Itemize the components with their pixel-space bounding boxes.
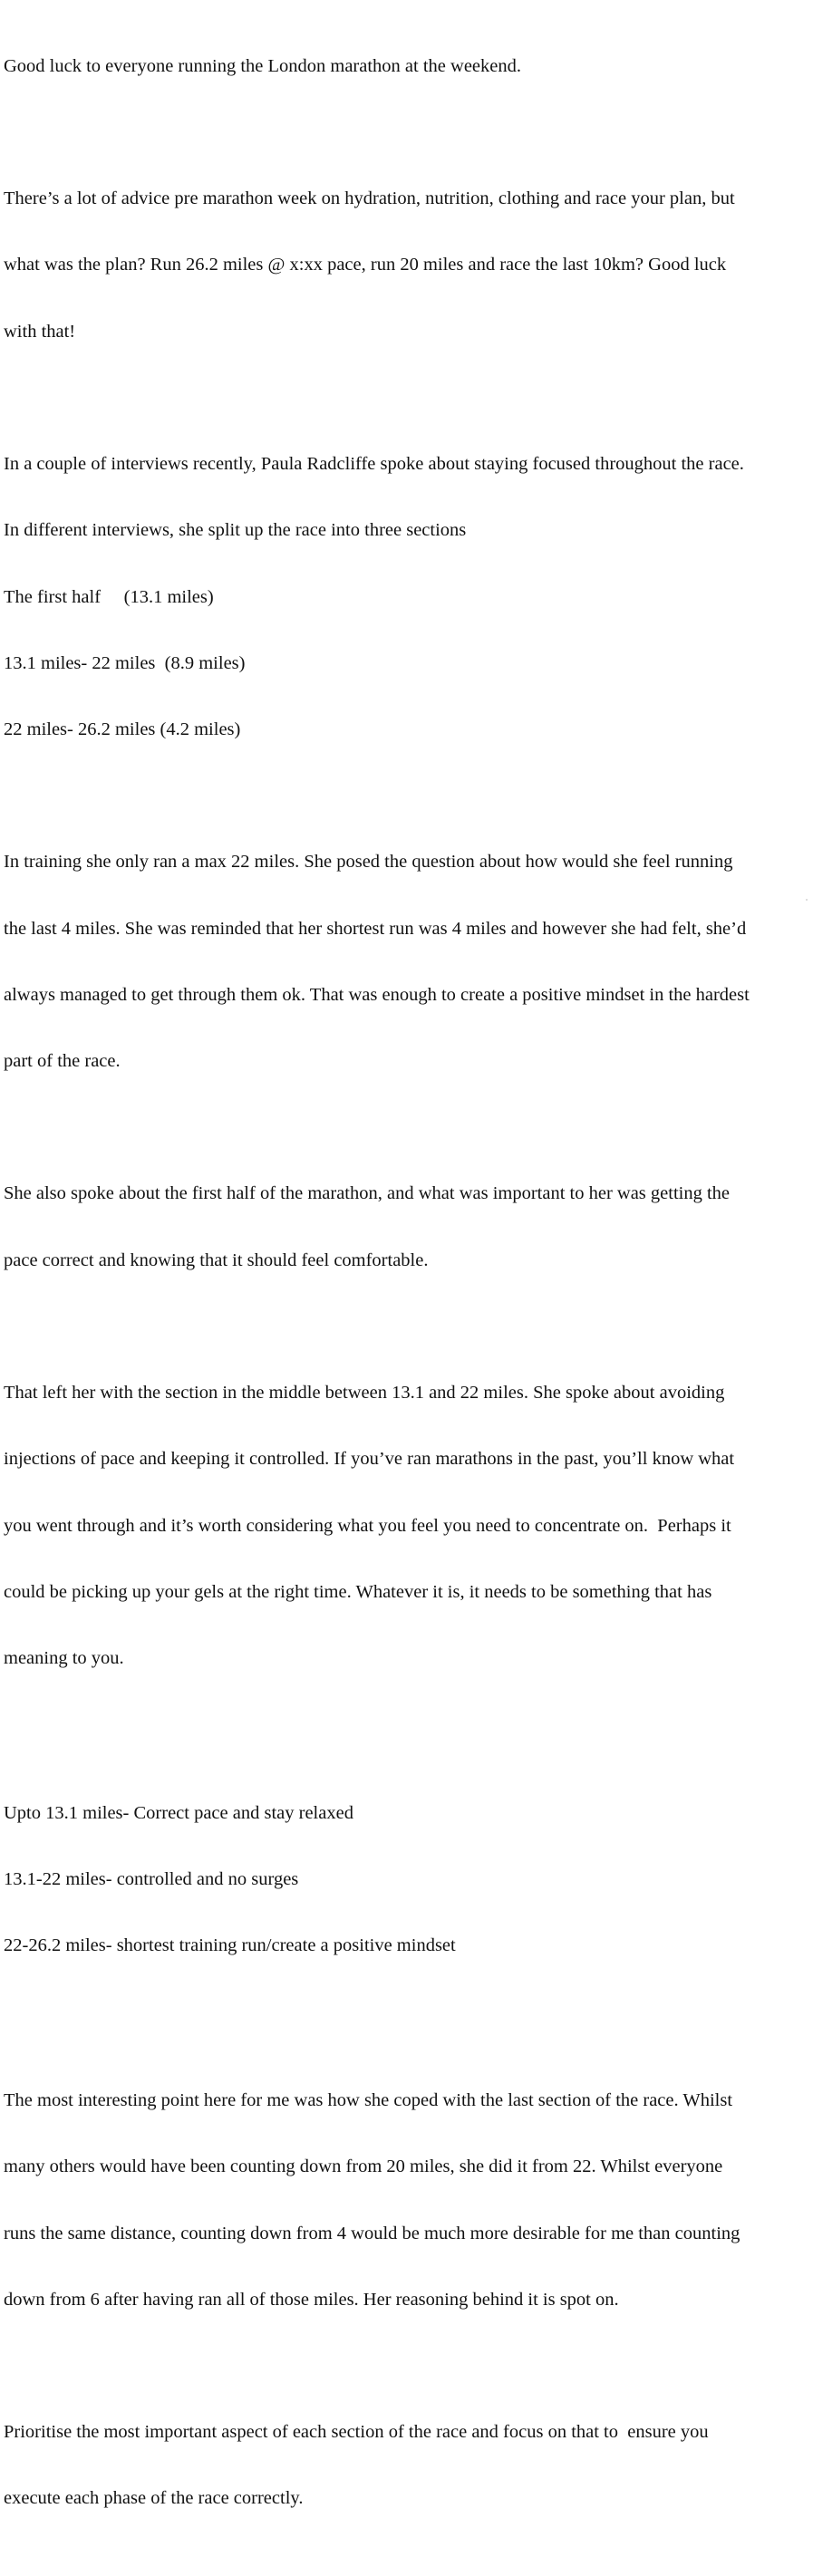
text-line: Good luck to everyone running the London marathon at the weekend. [4,55,521,76]
text-line: Prioritise the most important aspect of each section of the race and focus on that to ensure you [4,2422,709,2443]
text-line: meaning to you. [4,1647,124,1668]
section-list-item: 13.1 miles- 22 miles (8.9 miles) [4,652,246,673]
paragraph-middle-section [4,1337,810,1713]
text-line: could be picking up your gels at the right time. Whatever it is, it needs to be something that has [4,1581,712,1602]
text-line: In a couple of interviews recently, Paula Radcliffe spoke about staying focused throughout the race. [4,454,744,475]
document-body [4,11,810,2576]
text-line: injections of pace and keeping it controlled. If you’ve ran marathons in the past, you’ll know what [4,1449,735,1470]
text-line: That left her with the section in the middle between 13.1 and 22 miles. She spoke about avoiding [4,1383,725,1404]
page-corner-mark [806,899,808,901]
section-list-item: The first half (13.1 miles) [4,586,214,607]
text-line: down from 6 after having ran all of those miles. Her reasoning behind it is spot on. [4,2289,619,2310]
text-line: pace correct and knowing that it should feel comfortable. [4,1249,429,1270]
paragraph-conclusion [4,2377,810,2553]
paragraph-interesting-point [4,2045,810,2355]
summary-list-item: 22-26.2 miles- shortest training run/create a positive mindset [4,1935,456,1956]
text-line: part of the race. [4,1051,121,1072]
summary-list-item: 13.1-22 miles- controlled and no surges [4,1869,299,1890]
text-line: In training she only ran a max 22 miles. She posed the question about how would she feel running [4,852,733,873]
text-line: In different interviews, she split up the race into three sections [4,520,467,541]
text-line: She also spoke about the first half of the marathon, and what was important to her was getting the [4,1183,731,1204]
paragraph-sections [4,409,810,785]
paragraph-advice [4,143,810,386]
text-line: you went through and it’s worth considering what you feel you need to concentrate on. Perhaps it [4,1515,731,1536]
text-line: the last 4 miles. She was reminded that her shortest run was 4 miles and however she had felt, she’d [4,918,747,939]
summary-list-item: Upto 13.1 miles- Correct pace and stay relaxed [4,1802,353,1823]
text-line: runs the same distance, counting down from 4 would be much more desirable for me than counting [4,2223,740,2243]
paragraph-intro [4,11,810,121]
text-line: always managed to get through them ok. That was enough to create a positive mindset in the hardest [4,984,750,1005]
paragraph-first-half [4,1139,810,1316]
text-line: what was the plan? Run 26.2 miles @ x:xx pace, run 20 miles and race the last 10km? Good luck [4,255,727,275]
text-line: many others would have been counting down from 20 miles, she did it from 22. Whilst everyone [4,2156,723,2177]
text-line: execute each phase of the race correctly. [4,2488,304,2509]
text-line: There’s a lot of advice pre marathon week on hydration, nutrition, clothing and race your plan, but [4,188,735,209]
text-line: The most interesting point here for me was how she coped with the last section of the race. Whilst [4,2090,733,2111]
section-list-item: 22 miles- 26.2 miles (4.2 miles) [4,719,241,739]
paragraph-training [4,807,810,1117]
text-line: with that! [4,321,76,342]
paragraph-summary-list [4,1758,810,2001]
